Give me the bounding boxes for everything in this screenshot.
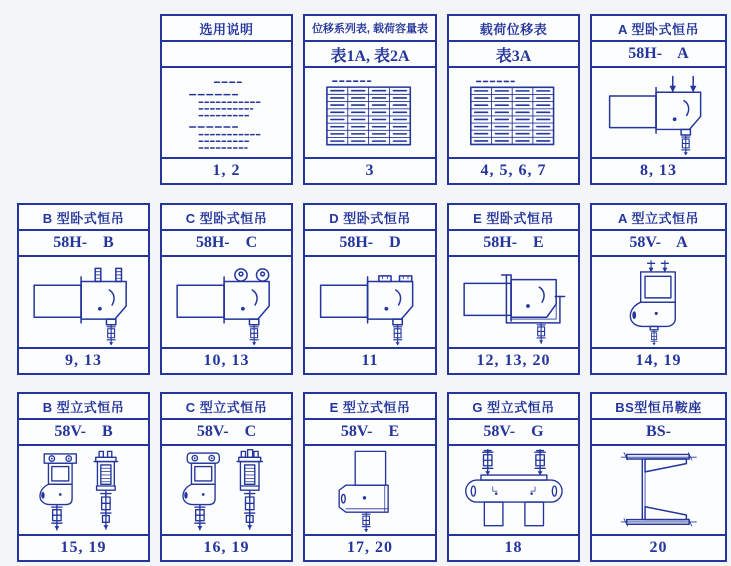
panel-model: 表1A, 表2A <box>305 42 435 68</box>
hanger-drawing-58v-g <box>452 448 576 532</box>
panel-pages: 12, 13, 20 <box>449 347 578 373</box>
panel-pages: 11 <box>305 347 435 373</box>
panel-type-c-horizontal-hanger <box>160 203 293 375</box>
panel-displacement-series-table <box>303 14 437 185</box>
panel-pages: 4, 5, 6, 7 <box>449 157 578 183</box>
panel-type-c-vertical-hanger <box>160 392 293 562</box>
panel-title: A 型卧式恒吊 <box>592 16 725 42</box>
hanger-drawing-58h-e <box>452 259 576 345</box>
panel-pages: 1, 2 <box>162 157 291 183</box>
panel-type-e-vertical-hanger <box>303 392 437 562</box>
panel-pages: 8, 13 <box>592 157 725 183</box>
panel-model: 58V- A <box>592 231 725 257</box>
panel-model: 表3A <box>449 42 578 68</box>
panel-load-displacement-table <box>447 14 580 185</box>
panel-type-g-vertical-hanger <box>447 392 580 562</box>
panel-type-b-vertical-hanger <box>17 392 150 562</box>
panel-title: BS型恒吊鞍座 <box>592 394 725 420</box>
panel-model: 58H- D <box>305 231 435 257</box>
panel-model: 58H- E <box>449 231 578 257</box>
hanger-drawing-58v-a <box>595 259 723 345</box>
panel-title: D 型卧式恒吊 <box>305 205 435 231</box>
panel-title: C 型立式恒吊 <box>162 394 291 420</box>
panel-title: A 型立式恒吊 <box>592 205 725 231</box>
panel-type-a-horizontal-hanger <box>590 14 727 185</box>
panel-title: B 型立式恒吊 <box>19 394 148 420</box>
series-table-thumbnail <box>315 72 424 154</box>
panel-pages: 3 <box>305 157 435 183</box>
panel-title: E 型立式恒吊 <box>305 394 435 420</box>
panel-model: 58V- E <box>305 420 435 446</box>
panel-model: 58H- A <box>592 42 725 68</box>
load-displacement-table-thumbnail <box>459 72 567 154</box>
selection-notes-text-lines <box>165 70 289 155</box>
panel-model: 58V- B <box>19 420 148 446</box>
panel-model: 58V- G <box>449 420 578 446</box>
panel-title: E 型卧式恒吊 <box>449 205 578 231</box>
panel-type-d-horizontal-hanger <box>303 203 437 375</box>
panel-model: 58V- C <box>162 420 291 446</box>
hanger-drawing-58v-b <box>22 448 146 532</box>
panel-pages: 14, 19 <box>592 347 725 373</box>
panel-model: 58H- B <box>19 231 148 257</box>
hanger-drawing-58h-d <box>308 259 433 345</box>
panel-pages: 15, 19 <box>19 534 148 560</box>
hanger-drawing-58h-a <box>595 70 723 155</box>
panel-selection-notes <box>160 14 293 185</box>
saddle-drawing-bs <box>595 448 723 532</box>
panel-title: 位移系列表, 载荷容量表 <box>305 16 435 42</box>
panel-title: 载荷位移表 <box>449 16 578 42</box>
panel-type-a-vertical-hanger <box>590 203 727 375</box>
panel-pages: 20 <box>592 534 725 560</box>
panel-bs-hanger-saddle <box>590 392 727 562</box>
hanger-drawing-58v-e <box>308 448 433 532</box>
panel-pages: 18 <box>449 534 578 560</box>
panel-title: B 型卧式恒吊 <box>19 205 148 231</box>
panel-pages: 10, 13 <box>162 347 291 373</box>
panel-title: C 型卧式恒吊 <box>162 205 291 231</box>
panel-title: 选用说明 <box>162 16 291 42</box>
panel-pages: 17, 20 <box>305 534 435 560</box>
panel-model: 58H- C <box>162 231 291 257</box>
panel-type-b-horizontal-hanger <box>17 203 150 375</box>
panel-type-e-horizontal-hanger <box>447 203 580 375</box>
panel-pages: 16, 19 <box>162 534 291 560</box>
panel-model: BS- <box>592 420 725 446</box>
panel-model <box>162 42 291 68</box>
hanger-drawing-58h-c <box>165 259 289 345</box>
panel-pages: 9, 13 <box>19 347 148 373</box>
panel-title: G 型立式恒吊 <box>449 394 578 420</box>
hanger-drawing-58v-c <box>165 448 289 532</box>
hanger-drawing-58h-b <box>22 259 146 345</box>
